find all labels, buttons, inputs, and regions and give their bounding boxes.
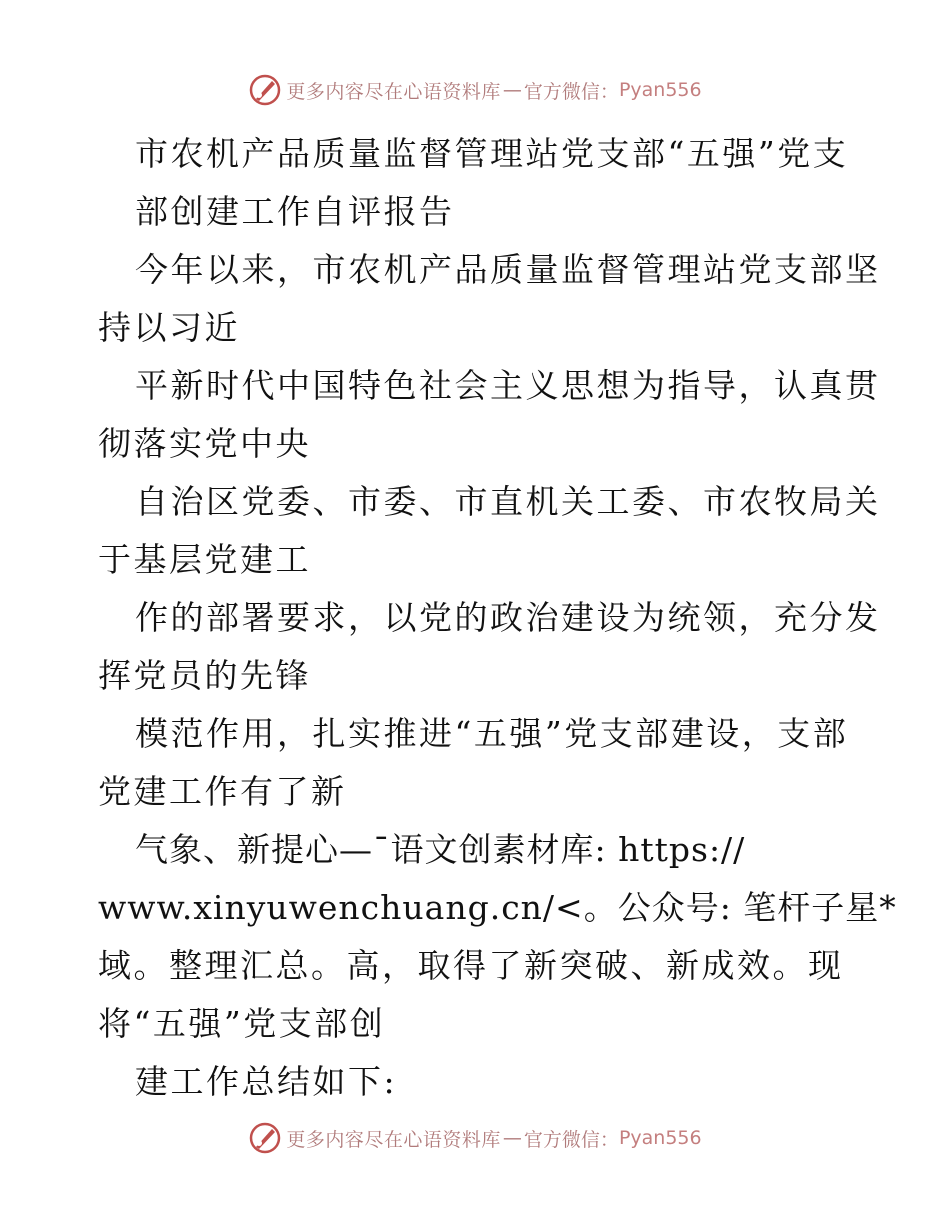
paragraph-line: 域。整理汇总。高，取得了新突破、新成效。现 xyxy=(98,946,844,985)
paragraph-line: 自治区党委、市委、市直机关工委、市农牧局关 xyxy=(135,482,881,521)
title-line-1: 市农机产品质量监督管理站党支部“五强”党支 xyxy=(135,134,849,173)
paragraph-line: www.xinyuwenchuang.cn/<。公众号: 笔杆子星* xyxy=(98,888,897,927)
paragraph-line: 彻落实党中央 xyxy=(98,424,311,463)
banner-brand-text: 更多内容尽在心语资料库 xyxy=(286,80,501,103)
header-watermark-banner xyxy=(0,70,950,110)
banner-wechat-label: 官方微信： xyxy=(523,1128,619,1151)
paragraph-line: 模范作用，扎实推进“五强”党支部建设，支部 xyxy=(135,714,849,753)
document-body xyxy=(0,125,950,1111)
paragraph-line: 将“五强”党支部创 xyxy=(98,1004,386,1043)
paragraph-line: 于基层党建工 xyxy=(98,540,311,579)
title-line-2: 部创建工作自评报告 xyxy=(135,192,455,231)
banner-brand-text: 更多内容尽在心语资料库 xyxy=(286,1128,501,1151)
quill-logo-icon xyxy=(248,73,282,107)
paragraph-line: 党建工作有了新 xyxy=(98,772,347,811)
banner-dash: — xyxy=(502,79,522,101)
paragraph-line: 作的部署要求，以党的政治建设为统领，充分发 xyxy=(135,598,881,637)
banner-wechat-id: Pyan556 xyxy=(618,1127,702,1149)
paragraph-line: 建工作总结如下: xyxy=(135,1062,398,1101)
paragraph-line: 今年以来，市农机产品质量监督管理站党支部坚 xyxy=(135,250,881,289)
paragraph-line: 气象、新提心—¯语文创素材库: https:// xyxy=(135,830,746,869)
banner-wechat-id: Pyan556 xyxy=(618,79,702,101)
banner-dash: — xyxy=(502,1127,522,1149)
footer-watermark-banner xyxy=(0,1118,950,1158)
paragraph-line: 挥党员的先锋 xyxy=(98,656,311,695)
banner-wechat-label: 官方微信： xyxy=(523,80,619,103)
quill-logo-icon xyxy=(248,1121,282,1155)
paragraph-line: 平新时代中国特色社会主义思想为指导，认真贯 xyxy=(135,366,881,405)
paragraph-line: 持以习近 xyxy=(98,308,240,347)
